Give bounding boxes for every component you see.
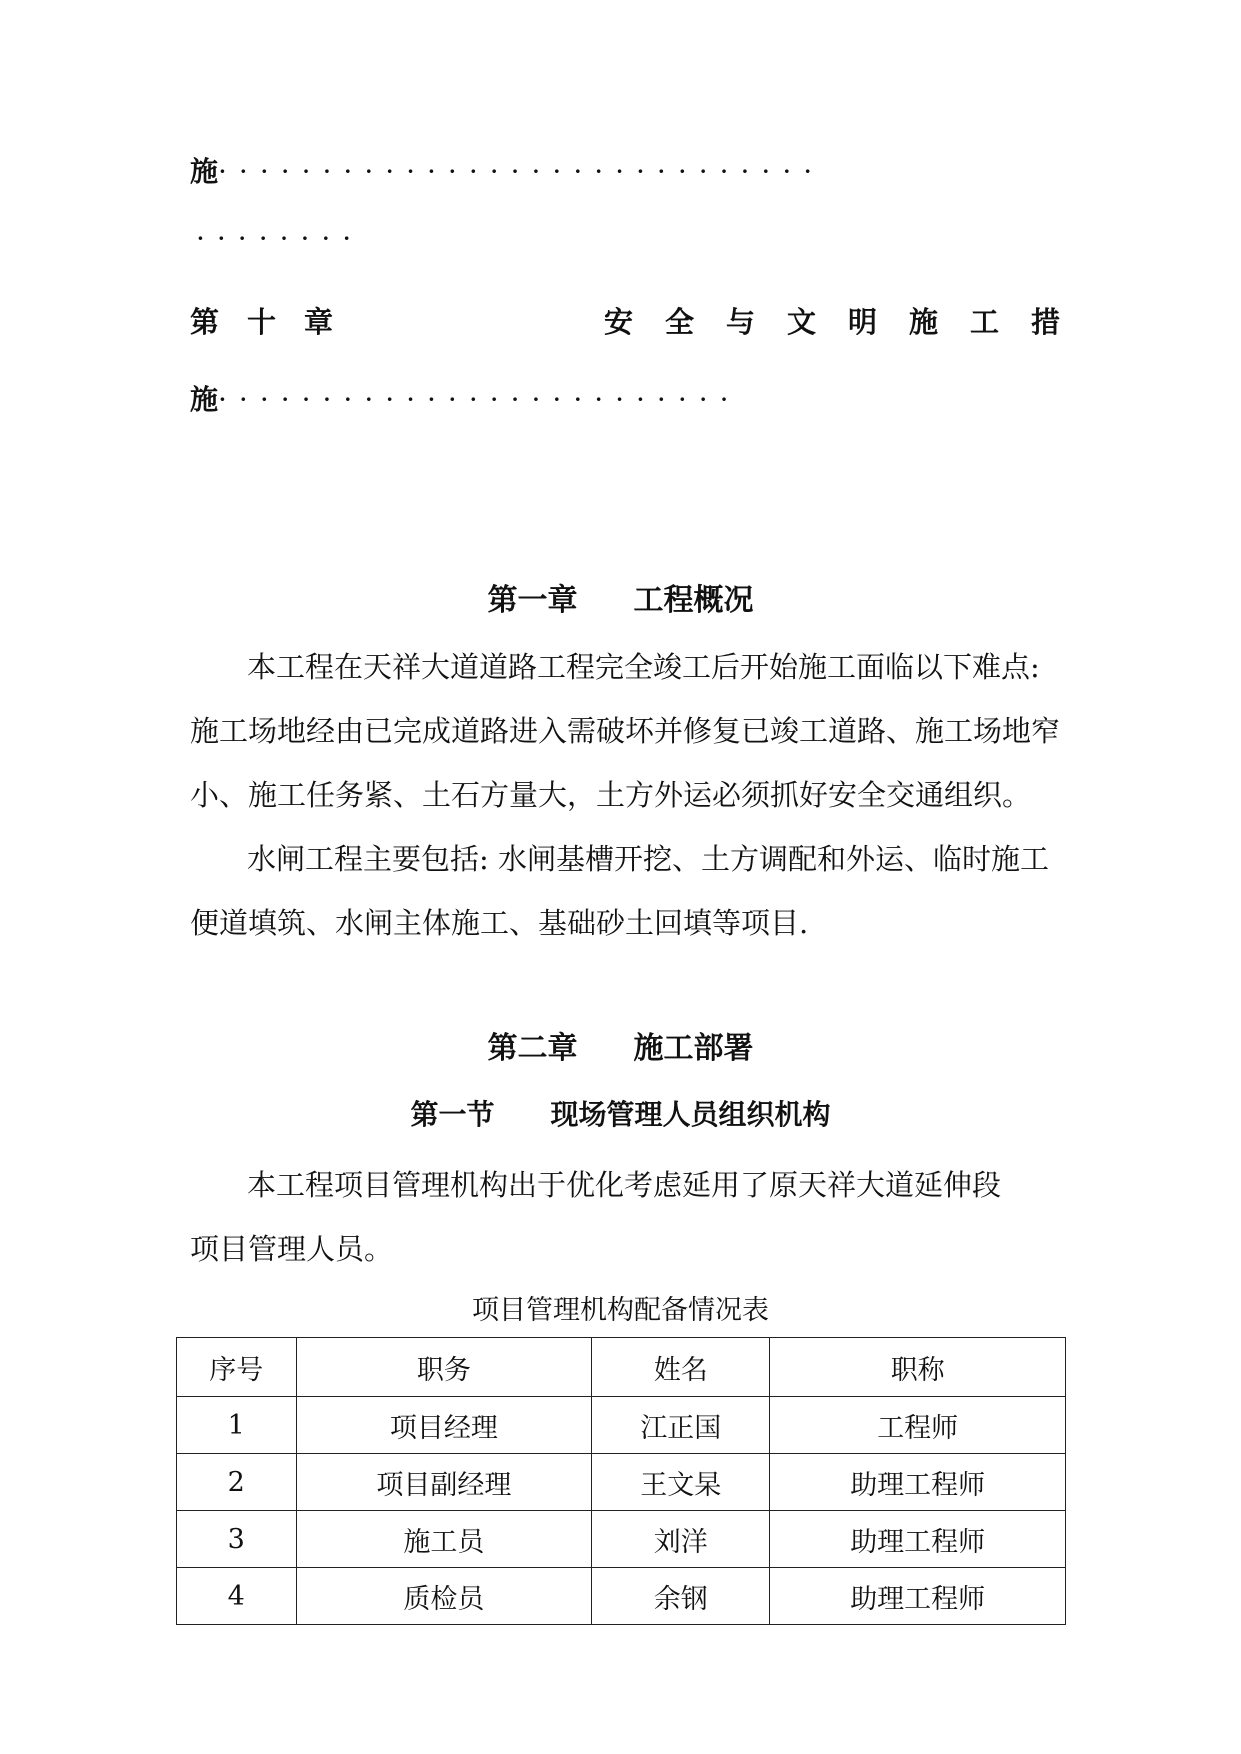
toc-leader-dots-line: ········ xyxy=(196,222,364,255)
table-title: 项目管理机构配备情况表 xyxy=(472,1295,769,1326)
table-cell-name: 刘洋 xyxy=(592,1511,770,1568)
chapter1-para1-line1: 本工程在天祥大道道路工程完全竣工后开始施工面临以下难点: xyxy=(247,650,1040,684)
table-cell-position: 施工员 xyxy=(296,1511,592,1568)
table-cell-name: 江正国 xyxy=(592,1397,770,1454)
table-cell-title: 助理工程师 xyxy=(770,1511,1066,1568)
chapter1-para1-line3: 小、施工任务紧、土石方量大，土方外运必须抓好安全交通组织。 xyxy=(190,778,1032,812)
toc-chapter10-cont-char: 施 xyxy=(190,383,219,416)
chapter1-para2-line1: 水闸工程主要包括: 水闸基槽开挖、土方调配和外运、临时施工 xyxy=(247,842,1049,876)
table-row xyxy=(177,1511,1066,1568)
chapter1-para1-line2: 施工场地经由已完成道路进入需破坏并修复已竣工道路、施工场地窄 xyxy=(190,714,1061,748)
table-cell-title: 工程师 xyxy=(770,1397,1066,1454)
table-header-cell: 职务 xyxy=(296,1338,592,1397)
toc-continuation-line xyxy=(190,150,824,190)
table-cell-index: 4 xyxy=(177,1568,297,1625)
table-cell-name: 王文杲 xyxy=(592,1454,770,1511)
toc-chapter10-label: 第十章 xyxy=(190,305,362,339)
table-header-cell: 姓名 xyxy=(592,1338,770,1397)
section1-number: 第一节 xyxy=(410,1098,495,1131)
table-cell-index: 3 xyxy=(177,1511,297,1568)
section1-heading xyxy=(0,1093,1241,1133)
table-cell-index: 1 xyxy=(177,1397,297,1454)
chapter1-number: 第一章 xyxy=(487,583,578,618)
section1-title: 现场管理人员组织机构 xyxy=(550,1098,831,1131)
table-header-row xyxy=(177,1338,1066,1397)
chapter1-heading xyxy=(0,575,1241,619)
chapter1-title: 工程概况 xyxy=(633,583,754,618)
table-cell-index: 2 xyxy=(177,1454,297,1511)
table-cell-position: 质检员 xyxy=(296,1568,592,1625)
table-row xyxy=(177,1568,1066,1625)
chapter2-number: 第二章 xyxy=(487,1031,578,1066)
table-header-cell: 职称 xyxy=(770,1338,1066,1397)
table-cell-title: 助理工程师 xyxy=(770,1454,1066,1511)
table-cell-title: 助理工程师 xyxy=(770,1568,1066,1625)
chapter2-title: 施工部署 xyxy=(633,1031,754,1066)
table-cell-name: 余钢 xyxy=(592,1568,770,1625)
chapter2-para-line1: 本工程项目管理机构出于优化考虑延用了原天祥大道延伸段 xyxy=(247,1168,1002,1202)
table-row xyxy=(177,1454,1066,1511)
toc-chapter10-continuation xyxy=(190,378,741,418)
toc-leader-dots: ····························· xyxy=(218,155,825,188)
toc-chapter10-title: 安全与文明施工措 xyxy=(604,305,1093,339)
staff-table xyxy=(176,1337,1066,1625)
table-cell-position: 项目副经理 xyxy=(296,1454,592,1511)
table-header-cell: 序号 xyxy=(177,1338,297,1397)
table-row xyxy=(177,1397,1066,1454)
chapter2-para-line2: 项目管理人员。 xyxy=(190,1232,394,1266)
table-cell-position: 项目经理 xyxy=(296,1397,592,1454)
chapter2-heading xyxy=(0,1023,1241,1067)
chapter1-para2-line2: 便道填筑、水闸主体施工、基础砂土回填等项目. xyxy=(190,906,809,940)
toc-chapter10-leader-dots: ························· xyxy=(218,383,741,416)
toc-continuation-char: 施 xyxy=(190,155,219,188)
